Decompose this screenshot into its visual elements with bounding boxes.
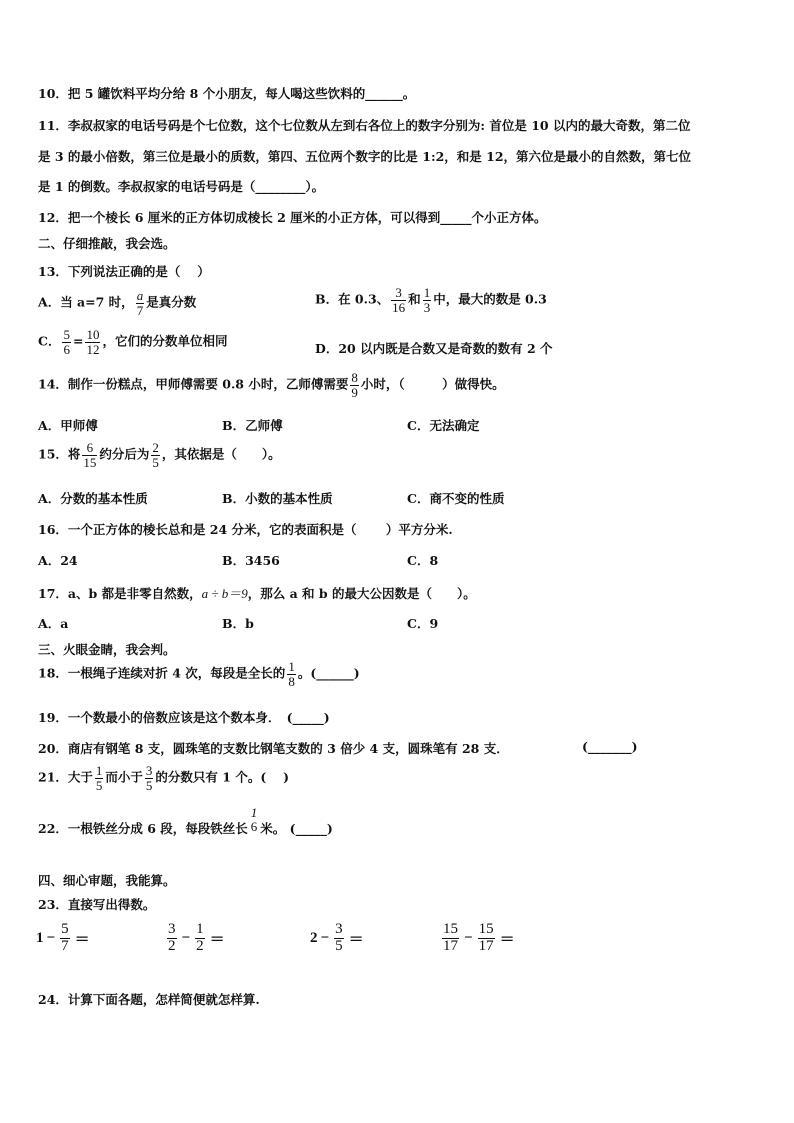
minus-sign: − [464,929,473,946]
question-23-stem: 23．直接写出得数。 [38,897,156,912]
equals-sign: = [72,333,84,349]
q22-suffix: 米。 (_____) [260,821,333,837]
question-19: 19．一个数最小的倍数应该是这个数本身． (_____) [38,710,330,725]
equals-sign: ＝ [74,931,90,948]
q18-prefix: 18．一根绳子连续对折 4 次，每段是全长的 [38,665,286,681]
q17-suffix: ，那么 a 和 b 的最大公因数是（ ）。 [247,586,476,601]
question-16-option-b[interactable]: B．3456 [222,553,280,568]
fraction: $\frac{1}{5}$ [95,763,103,793]
question-13-stem: 13．下列说法正确的是（ ） [38,264,210,279]
section-4-heading: 四、细心审题，我能算。 [38,873,176,888]
option-b-and: 和 [408,291,421,307]
equals-sign: ＝ [499,931,515,948]
section-3-heading: 三、火眼金睛，我会判。 [38,642,176,657]
option-c-suffix: ，它们的分数单位相同 [102,333,228,349]
option-c-prefix: C． [38,333,61,349]
question-11-line-3: 是 1 的倒数。李叔叔家的电话号码是（________）。 [38,179,325,194]
q21-prefix: 21．大于 [38,769,93,785]
fraction: $\frac{15}{17}$ [478,921,494,954]
fraction: $\frac{1}{2}$ [196,921,204,954]
minus-sign: − [320,929,330,946]
question-16-option-c[interactable]: C．8 [407,553,439,568]
calc-expression-4 [440,922,518,955]
question-15-option-b[interactable]: B．小数的基本性质 [222,491,333,506]
fraction: $\frac{a}{7}$ [136,288,144,318]
question-24: 24．计算下面各题，怎样简便就怎样算. [38,992,260,1007]
fraction: $\frac{10}{12}$ [86,327,100,357]
question-21 [38,764,289,792]
minus-sign: − [181,929,191,946]
fraction: 1 6 [250,805,258,834]
question-17-option-b[interactable]: B．b [222,616,254,631]
question-17-stem [38,583,476,602]
question-10: 10．把 5 罐饮料平均分给 8 个小朋友，每人喝这些饮料的______。 [38,86,416,101]
question-13-option-d[interactable]: D．20 以内既是合数又是奇数的数有 2 个 [315,341,553,356]
q17-prefix: 17．a、b 都是非零自然数， [38,586,202,601]
fraction: $\frac{3}{16}$ [392,285,406,315]
question-11-line-2: 是 3 的最小倍数，第三位是最小的质数，第四、五位两个数字的比是 1:2，和是 12，第六位是最小的自然数，第七位 [38,149,692,164]
q14-suffix: 小时，（ ）做得快。 [360,376,505,392]
calc-expression-1 [36,922,93,955]
calc-expression-3 [310,922,367,955]
q22-prefix: 22．一根铁丝分成 6 段，每段铁丝长 [38,821,248,837]
calc-3-whole: 2 [310,929,318,946]
option-b-prefix: B．在 0.3、 [315,291,390,307]
fraction: $\frac{2}{5}$ [152,440,159,470]
option-a-suffix: 是真分数 [146,294,197,310]
question-20: 20．商店有钢笔 8 支，圆珠笔的支数比钢笔支数的 3 倍少 4 支，圆珠笔有 28 支． [38,741,509,756]
fraction: $\frac{3}{2}$ [168,921,176,954]
question-16-option-a[interactable]: A．24 [38,553,78,568]
q21-suffix: 的分数只有 1 个。( ) [155,769,290,785]
question-16-stem: 16．一个正方体的棱长总和是 24 分米，它的表面积是（ ）平方分米. [38,522,453,537]
calc-expression-2 [165,922,228,955]
fraction: $\frac{5}{6}$ [63,327,70,357]
q15-suffix: ，其依据是（ ）。 [161,446,281,462]
question-13-option-c[interactable] [38,328,227,356]
question-12: 12．把一个棱长 6 厘米的正方体切成棱长 2 厘米的小正方体，可以得到_____个小正方体。 [38,210,547,225]
question-18 [38,660,360,688]
fraction: $\frac{3}{5}$ [335,921,343,954]
question-15-option-c[interactable]: C．商不变的性质 [407,491,505,506]
question-13-option-b[interactable] [315,286,547,314]
fraction: $\frac{5}{7}$ [61,921,69,954]
calc-1-whole: 1 [36,929,44,946]
equals-sign: ＝ [209,931,225,948]
question-20-blank[interactable]: (_______) [582,739,638,754]
fraction: $\frac{1}{8}$ [288,659,295,689]
question-14-option-a[interactable]: A．甲师傅 [38,418,98,433]
question-13-option-a[interactable] [38,289,196,317]
question-14-option-c[interactable]: C．无法确定 [407,418,480,433]
q15-prefix: 15．将 [38,446,81,462]
option-b-suffix: 中，最大的数是 0.3 [433,291,547,307]
question-17-option-c[interactable]: C．9 [407,616,439,631]
q18-suffix: 。(______) [297,665,360,681]
q17-expression: a ÷ b＝9 [201,586,248,601]
question-17-option-a[interactable]: A．a [38,616,69,631]
q14-prefix: 14．制作一份糕点，甲师傅需要 0.8 小时，乙师傅需要 [38,376,349,392]
question-14-option-b[interactable]: B．乙师傅 [222,418,283,433]
question-11-line-1: 11．李叔叔家的电话号码是个七位数，这个七位数从左到右各位上的数字分别为: 首位是 10 以内的最大奇数，第二位 [38,118,691,133]
question-22 [38,805,333,843]
q21-mid: 而小于 [105,769,143,785]
fraction: $\frac{1}{3}$ [423,285,431,315]
fraction: $\frac{3}{5}$ [145,763,153,793]
question-14-stem [38,371,505,399]
option-a-prefix: A．当 a=7 时， [38,294,134,310]
equals-sign: ＝ [348,931,364,948]
q15-mid: 约分后为 [99,446,150,462]
fraction: $\frac{8}{9}$ [351,370,358,400]
question-15-stem [38,441,281,469]
minus-sign: − [46,929,56,946]
fraction: $\frac{15}{17}$ [443,921,458,954]
question-15-option-a[interactable]: A．分数的基本性质 [38,491,148,506]
fraction: $\frac{6}{15}$ [83,440,97,470]
section-2-heading: 二、仔细推敲，我会选。 [38,236,176,251]
